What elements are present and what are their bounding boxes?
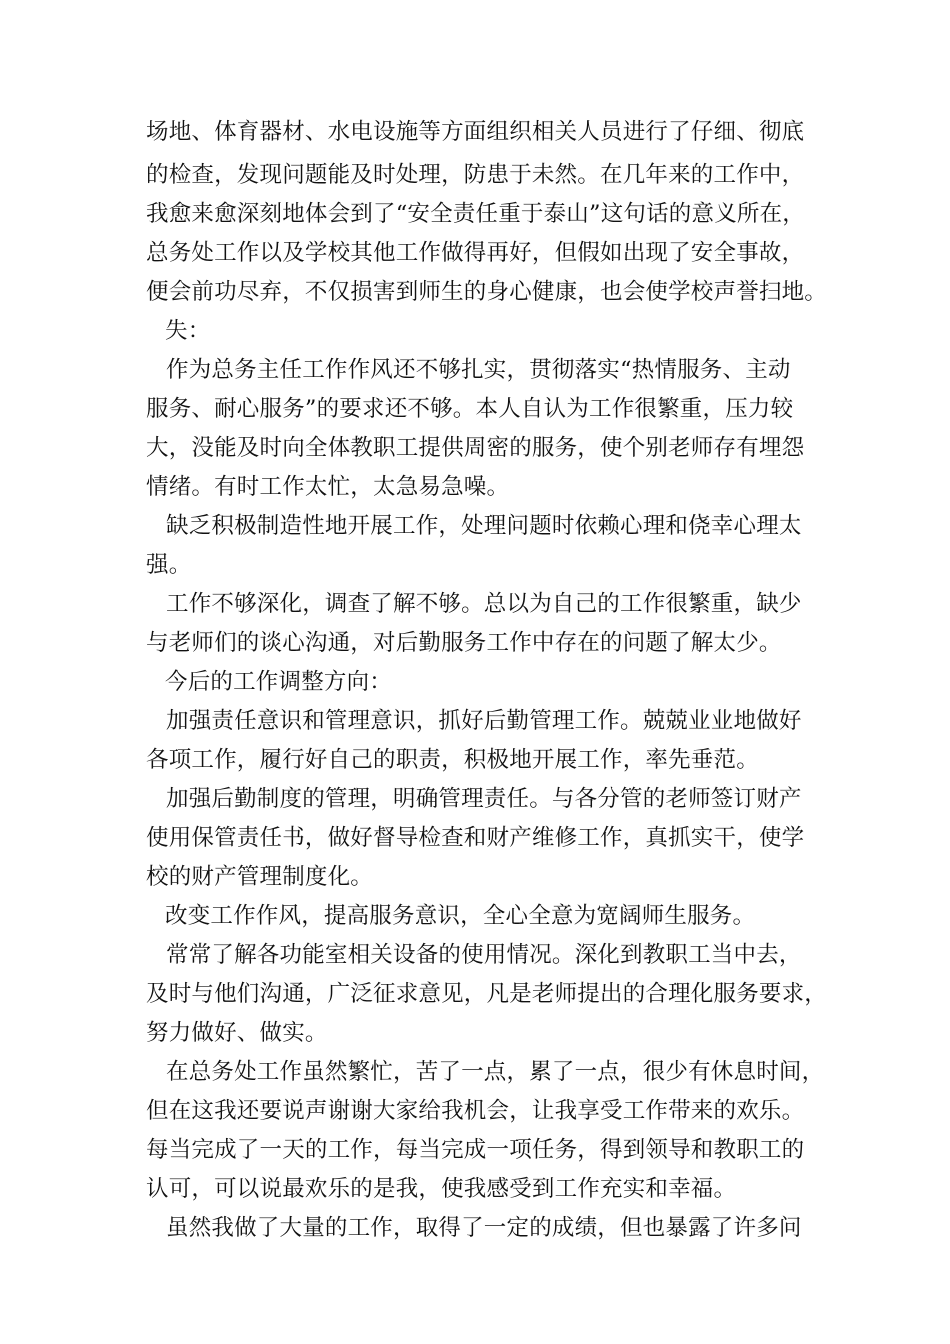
- text-line: 在总务处工作虽然繁忙，苦了一点，累了一点，很少有休息时间，: [166, 1059, 825, 1085]
- text-line: 校的财产管理制度化。: [146, 864, 374, 890]
- text-line: 的检查，发现问题能及时处理，防患于未然。在几年来的工作中，: [146, 162, 805, 188]
- text-line: 便会前功尽弃，不仅损害到师生的身心健康，也会使学校声誉扫地。: [146, 279, 828, 305]
- text-line: 大，没能及时向全体教职工提供周密的服务，使个别老师存有埋怨: [146, 435, 805, 461]
- text-line: 加强后勤制度的管理，明确管理责任。与各分管的老师签订财产: [166, 786, 802, 812]
- text-line: 加强责任意识和管理意识，抓好后勤管理工作。兢兢业业地做好: [166, 708, 802, 734]
- text-line: 每当完成了一天的工作，每当完成一项任务，得到领导和教职工的: [146, 1137, 805, 1163]
- text-line: 工作不够深化，调查了解不够。总以为自己的工作很繁重，缺少: [166, 591, 802, 617]
- text-line: 缺乏积极制造性地开展工作，处理问题时依赖心理和侥幸心理太: [166, 513, 802, 539]
- text-line: 情绪。有时工作太忙，太急易急噪。: [146, 474, 510, 500]
- text-line: 今后的工作调整方向：: [165, 669, 393, 695]
- text-line: 努力做好、做实。: [146, 1020, 328, 1046]
- text-line: 失：: [165, 318, 211, 344]
- text-line: 使用保管责任书，做好督导检查和财产维修工作，真抓实干，使学: [146, 825, 805, 851]
- text-line: 我愈来愈深刻地体会到了“安全责任重于泰山”这句话的意义所在，: [146, 201, 806, 227]
- text-line: 改变工作作风，提高服务意识，全心全意为宽阔师生服务。: [165, 903, 756, 929]
- text-line: 服务、耐心服务”的要求还不够。本人自认为工作很繁重，压力较: [146, 396, 794, 422]
- text-line: 认可，可以说最欢乐的是我，使我感受到工作充实和幸福。: [146, 1176, 737, 1202]
- text-line: 与老师们的谈心沟通，对后勤服务工作中存在的问题了解太少。: [146, 630, 782, 656]
- text-line: 但在这我还要说声谢谢大家给我机会，让我享受工作带来的欢乐。: [146, 1098, 805, 1124]
- text-line: 场地、体育器材、水电设施等方面组织相关人员进行了仔细、彻底: [146, 119, 805, 145]
- text-line: 及时与他们沟通，广泛征求意见，凡是老师提出的合理化服务要求，: [146, 981, 828, 1007]
- text-line: 虽然我做了大量的工作，取得了一定的成绩，但也暴露了许多问: [166, 1215, 802, 1241]
- text-line: 常常了解各功能室相关设备的使用情况。深化到教职工当中去，: [166, 942, 802, 968]
- text-line: 各项工作，履行好自己的职责，积极地开展工作，率先垂范。: [146, 747, 759, 773]
- text-line: 强。: [146, 552, 192, 578]
- text-line: 作为总务主任工作作风还不够扎实，贯彻落实“热情服务、主动: [166, 357, 791, 383]
- text-line: 总务处工作以及学校其他工作做得再好，但假如出现了安全事故，: [146, 240, 805, 266]
